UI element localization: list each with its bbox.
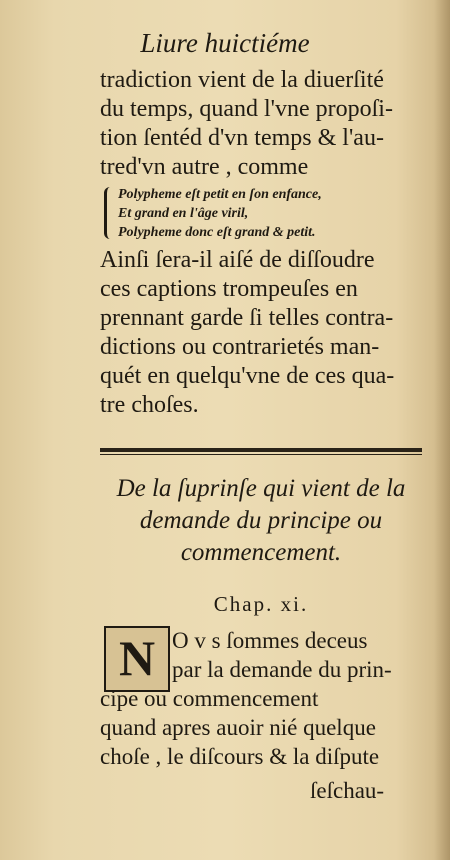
- text-line: du temps, quand l'vne propoſi-: [100, 96, 393, 122]
- text-line: tre choſes.: [100, 392, 199, 418]
- text-line: dictions ou contrarietés man-: [100, 334, 380, 360]
- text-line: tred'vn autre , comme: [100, 154, 309, 180]
- text-line: choſe , le diſcours & la diſpute: [100, 744, 380, 769]
- chapter-heading: Chap. xi.: [213, 592, 309, 616]
- text-line: prennant garde ſi telles contra-: [100, 305, 394, 331]
- syllogism-line: Polypheme eſt petit en ſon enfance,: [118, 187, 322, 202]
- page-edge-shadow: [434, 0, 450, 860]
- section-title-line: De la ſuprinſe qui vient de la: [116, 475, 406, 502]
- drop-cap-letter: N: [118, 630, 156, 686]
- text-line: Ainſi ſera-il aiſé de diſſoudre: [100, 247, 375, 273]
- section-divider-thin: [100, 454, 422, 455]
- syllogism-line: Et grand en l'âge viril,: [118, 206, 249, 221]
- text-line: cipe ou commencement: [100, 686, 319, 711]
- section-divider-thick: [100, 448, 422, 452]
- syllogism-block: [104, 185, 424, 242]
- paragraph-3: [100, 626, 426, 771]
- text-line: quét en quelqu'vne de ces qua-: [100, 363, 395, 389]
- running-head: Liure huictiéme: [140, 28, 310, 58]
- text-line: ces captions trompeuſes en: [100, 276, 358, 302]
- section-title: [96, 473, 426, 569]
- text-line: tion ſentéd d'vn temps & l'au-: [100, 125, 384, 151]
- text-line: tradiction vient de la diuerſité: [100, 67, 384, 93]
- syllogism-line: Polypheme donc eſt grand & petit.: [118, 225, 316, 240]
- paragraph-1: [100, 66, 426, 182]
- section-title-line: demande du principe ou: [139, 507, 383, 534]
- brace-bracket: [104, 187, 115, 239]
- paragraph-2: [100, 246, 426, 420]
- text-line: quand apres auoir nié quelque: [100, 715, 376, 740]
- text-line: par la demande du prin-: [172, 657, 392, 682]
- catchword: ſeſchau-: [310, 778, 385, 803]
- section-title-line: commencement.: [180, 539, 342, 566]
- text-line: O v s ſommes deceus: [172, 628, 368, 653]
